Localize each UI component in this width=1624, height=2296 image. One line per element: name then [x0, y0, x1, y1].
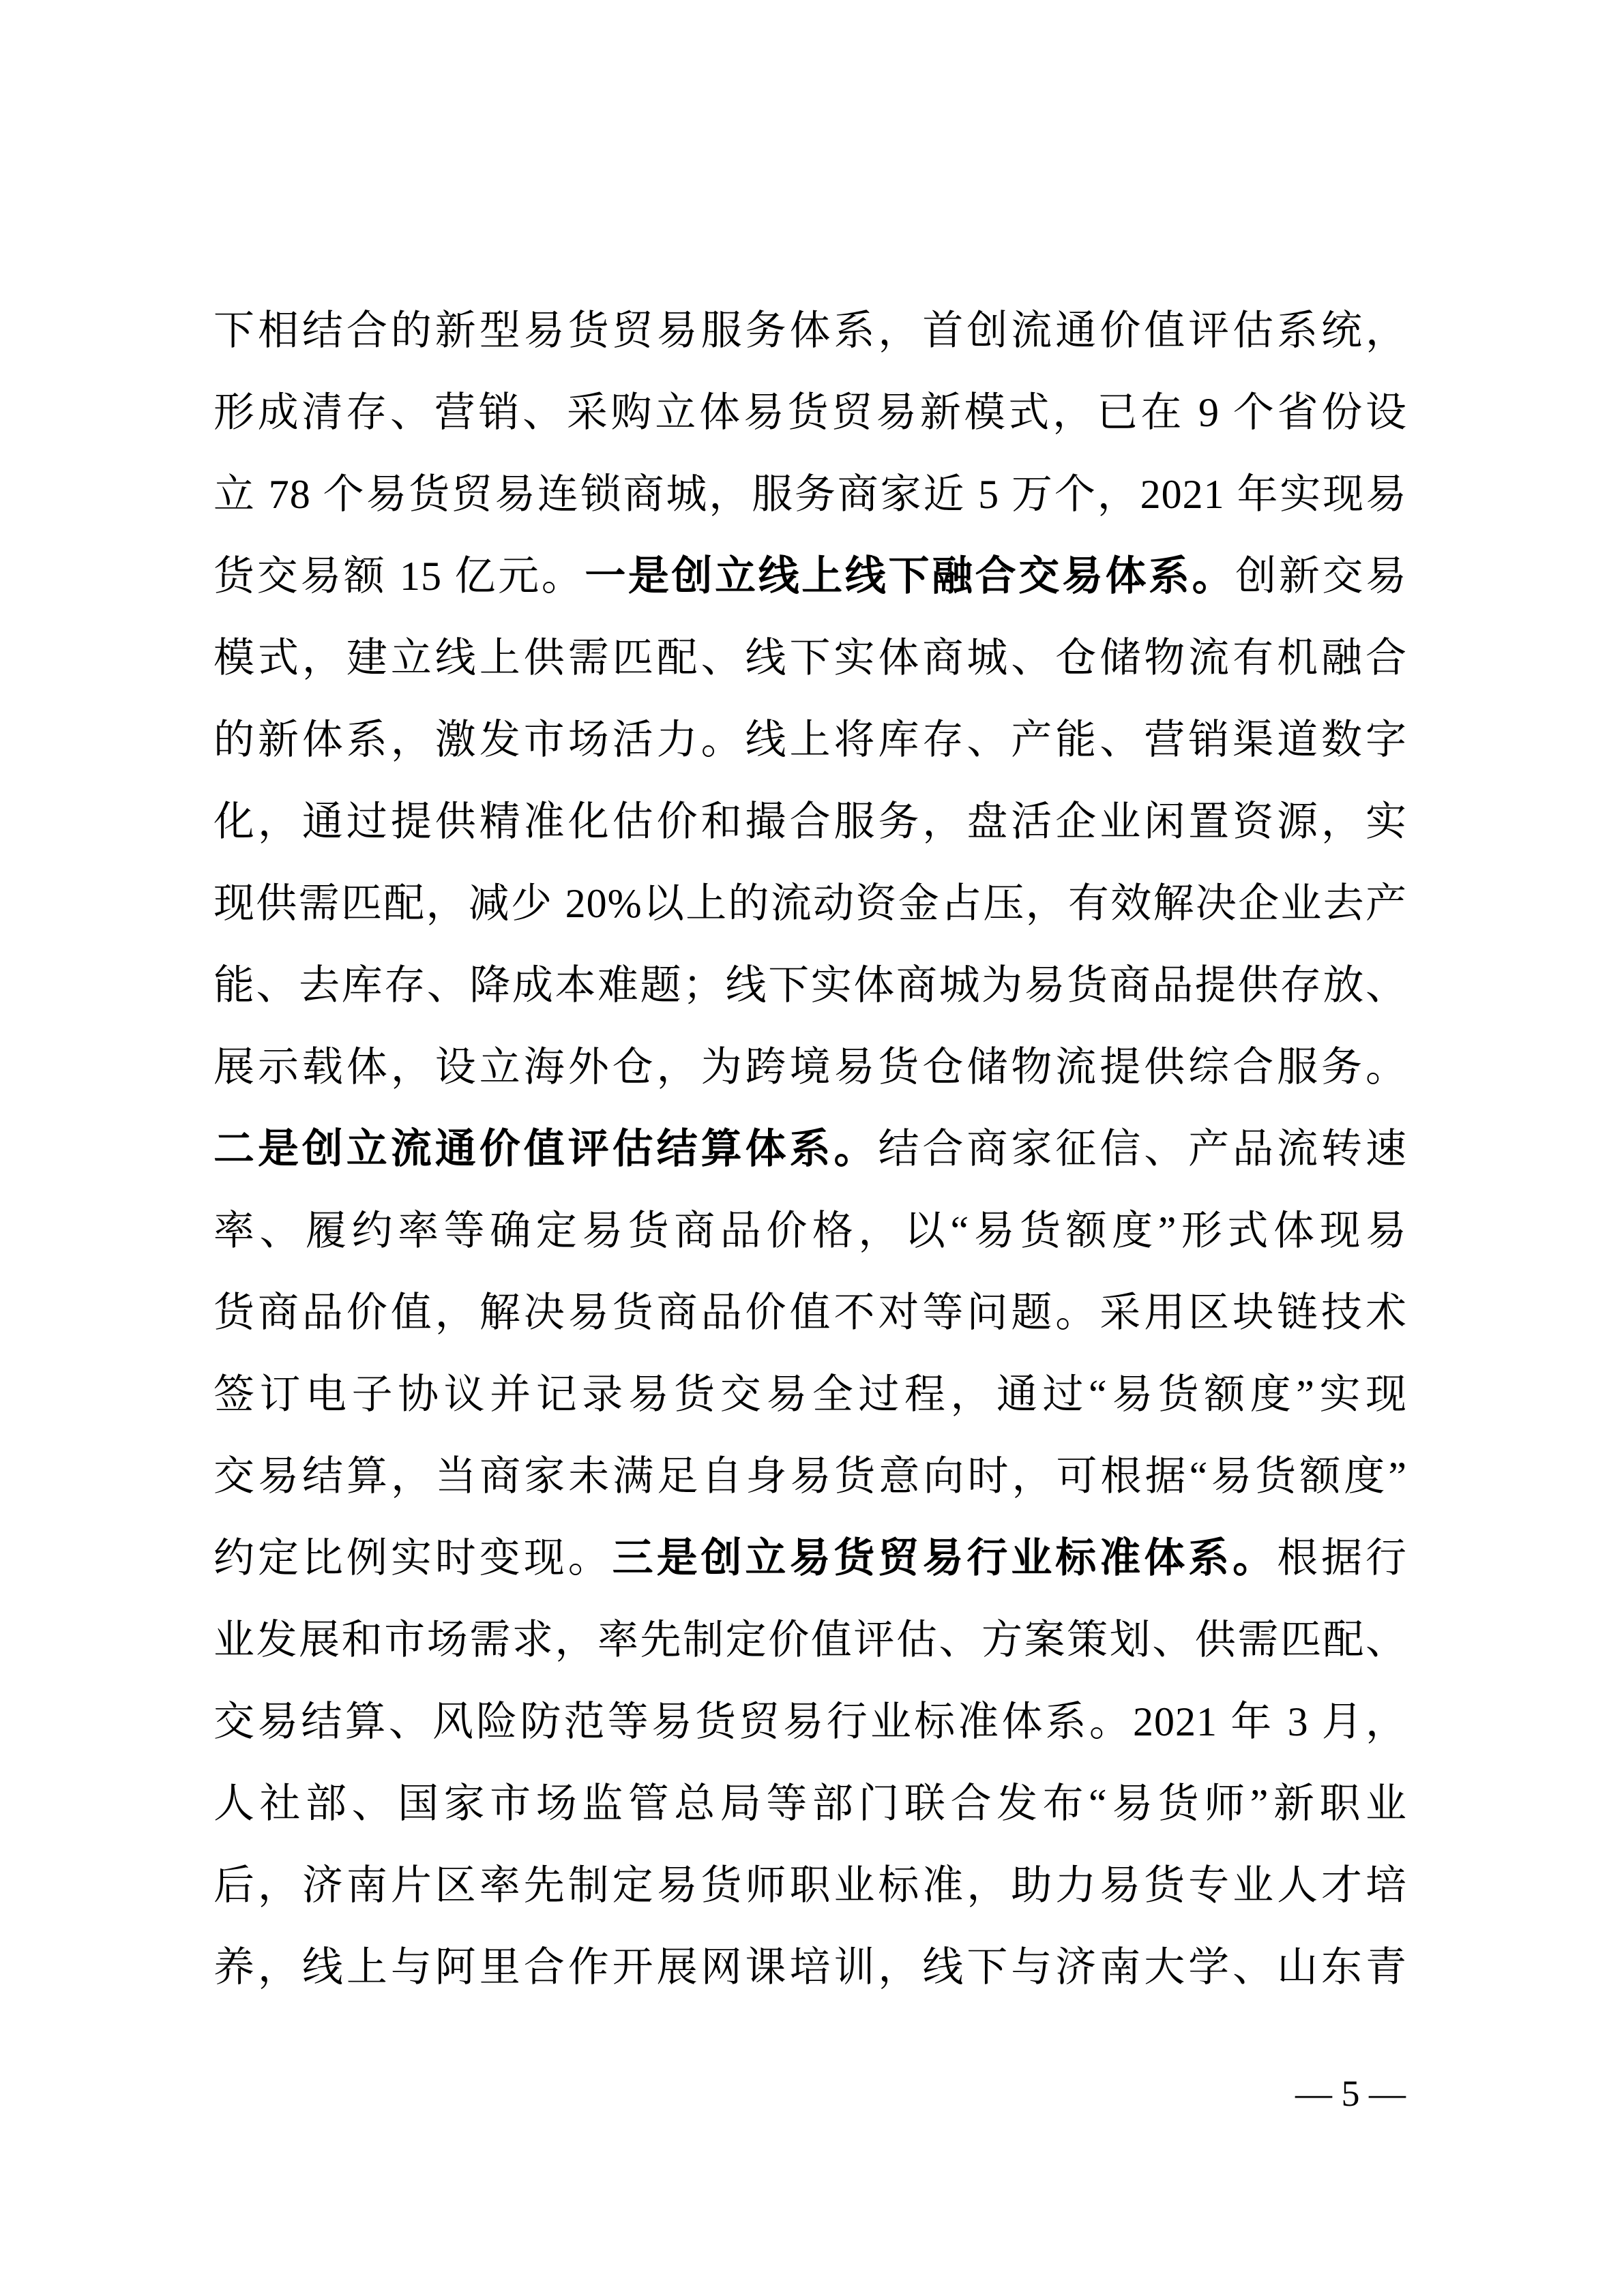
text-segment: 根据行	[1277, 1536, 1408, 1581]
text-segment: 能、去库存、降成本难题；线下实体商城为易货商品提供存放、	[213, 963, 1407, 1008]
body-text	[213, 290, 1407, 2008]
text-line	[213, 617, 1407, 699]
text-line	[213, 1272, 1407, 1354]
text-segment: 的新体系，激发市场活力。线上将库存、产能、营销渠道数字	[213, 717, 1407, 762]
text-segment: 下相结合的新型易货贸易服务体系，首创流通价值评估系统，	[213, 308, 1407, 353]
text-segment: 人社部、国家市场监管总局等部门联合发布“易货师”新职业	[213, 1781, 1407, 1826]
text-segment: 结合商家征信、产品流转速	[878, 1127, 1408, 1172]
text-line	[213, 1681, 1407, 1763]
text-line	[213, 863, 1407, 944]
text-segment: 化，通过提供精准化估价和撮合服务，盘活企业闲置资源，实	[213, 799, 1407, 844]
text-line	[213, 1763, 1407, 1845]
text-segment: 交易结算，当商家未满足自身易货意向时，可根据“易货额度”	[213, 1454, 1407, 1499]
text-line	[213, 1354, 1407, 1435]
text-segment: 签订电子协议并记录易货交易全过程，通过“易货额度”实现	[213, 1372, 1407, 1417]
text-line	[213, 1845, 1407, 1926]
text-segment: 展示载体，设立海外仓，为跨境易货仓储物流提供综合服务。	[213, 1045, 1407, 1090]
text-line	[213, 535, 1407, 617]
text-line	[213, 1190, 1407, 1272]
text-segment: 约定比例实时变现。	[213, 1536, 612, 1581]
text-segment-bold: 三是创立易货贸易行业标准体系。	[612, 1536, 1278, 1581]
text-line	[213, 372, 1407, 453]
text-segment: 养，线上与阿里合作开展网课培训，线下与济南大学、山东青	[213, 1945, 1407, 1990]
text-line	[213, 1517, 1407, 1599]
text-segment: 模式，建立线上供需匹配、线下实体商城、仓储物流有机融合	[213, 636, 1407, 681]
text-segment: 货交易额 15 亿元。	[213, 554, 585, 599]
text-segment: 创新交易	[1235, 554, 1408, 599]
text-line	[213, 781, 1407, 863]
text-line	[213, 453, 1407, 535]
text-line	[213, 290, 1407, 372]
text-line	[213, 1026, 1407, 1108]
text-segment: 立 78 个易货贸易连锁商城，服务商家近 5 万个，2021 年实现易	[213, 472, 1407, 517]
text-line	[213, 1435, 1407, 1517]
text-segment-bold: 二是创立流通价值评估结算体系。	[213, 1127, 879, 1172]
text-line	[213, 1926, 1407, 2008]
text-segment: 交易结算、风险防范等易货贸易行业标准体系。2021 年 3 月，	[213, 1699, 1407, 1744]
text-segment: 率、履约率等确定易货商品价格，以“易货额度”形式体现易	[213, 1208, 1407, 1253]
text-segment: 现供需匹配，减少 20%以上的流动资金占压，有效解决企业去产	[213, 881, 1407, 926]
text-line	[213, 699, 1407, 781]
text-segment: 后，济南片区率先制定易货师职业标准，助力易货专业人才培	[213, 1863, 1407, 1908]
text-segment: 形成清存、营销、采购立体易货贸易新模式，已在 9 个省份设	[213, 390, 1407, 435]
text-segment: 业发展和市场需求，率先制定价值评估、方案策划、供需匹配、	[213, 1617, 1407, 1663]
text-segment: 货商品价值，解决易货商品价值不对等问题。采用区块链技术	[213, 1290, 1407, 1335]
page-footer	[1295, 2073, 1406, 2114]
text-line	[213, 1108, 1407, 1190]
text-segment-bold: 一是创立线上线下融合交易体系。	[585, 554, 1236, 599]
text-line	[213, 944, 1407, 1026]
page-number: — 5 —	[1295, 2073, 1406, 2114]
text-line	[213, 1599, 1407, 1681]
